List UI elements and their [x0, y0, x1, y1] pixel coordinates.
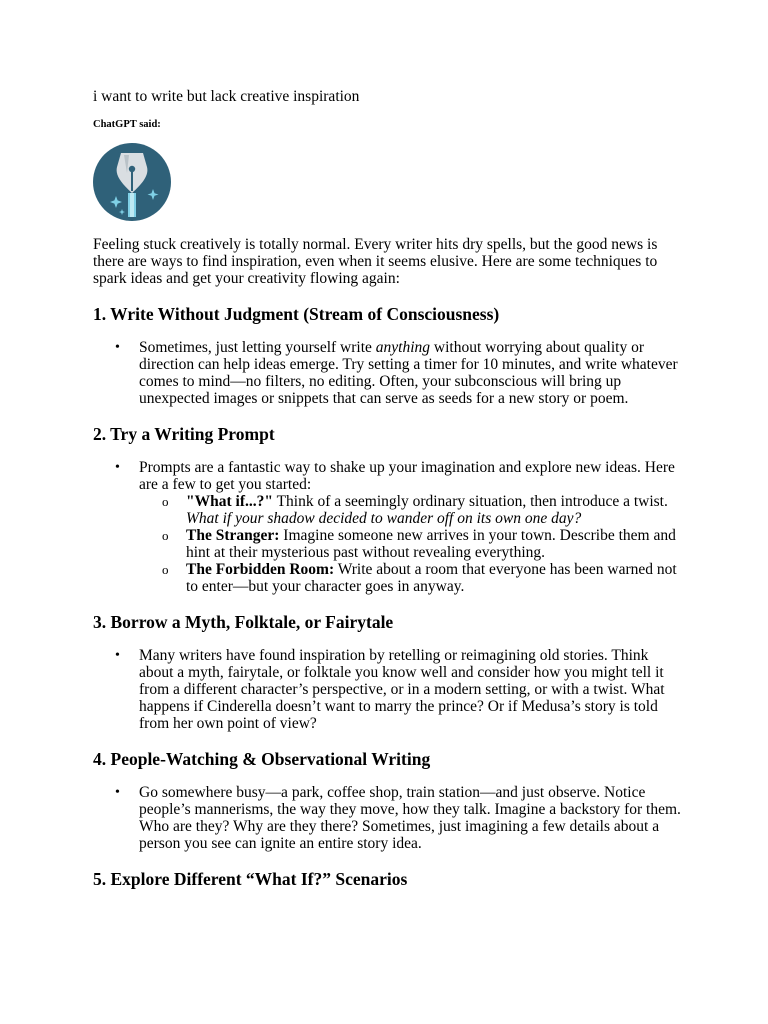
section-heading: 2. Try a Writing Prompt [93, 424, 275, 444]
emphasis: What if your shadow decided to wander off on its own one day? [186, 510, 582, 527]
prompt-title: "What if...?" [186, 493, 273, 510]
prompt-title: The Forbidden Room: [186, 561, 335, 578]
sub-list-item: o The Forbidden Room: Write about a room that everyone has been warned not to enter—but your character goes in anyway. [186, 561, 683, 595]
section-heading: 3. Borrow a Myth, Folktale, or Fairytale [93, 612, 394, 632]
user-message: i want to write but lack creative inspiration [93, 88, 360, 105]
emphasis: anything [375, 339, 431, 356]
list-item: • Prompts are a fantastic way to shake up your imagination and explore new ideas. Here are a few to get you started: o "What if...?" Think of a seemingly ordinary situation, then introduce a twist. What if your shadow decided to wander off on its own one day? o The Stranger: Imagine someone new arrives in your town. Describe them and hint at their mysterious past without revealing everything. o The Forbidden Room: Write about a room that everyone has been warned not to enter—but your character goes in anyway. [139, 459, 683, 595]
list-item: • Sometimes, just letting yourself write anything without worrying about quality or direction can help ideas emerge. Try setting a timer for 10 minutes, and write whatever comes to mind—no filters, no editing. Often, your subconscious will bring up unexpected images or snippets that can serve as seeds for a new story or poem. [139, 339, 683, 407]
sub-list-item: o "What if...?" Think of a seemingly ordinary situation, then introduce a twist. What if your shadow decided to wander off on its own one day? [186, 493, 683, 527]
bullet-list [93, 784, 683, 852]
nib-hole [129, 166, 135, 172]
bullet-list [93, 647, 683, 732]
section-heading: 4. People-Watching & Observational Writing [93, 749, 431, 769]
prompt-title: The Stranger: [186, 527, 280, 544]
list-item: • Go somewhere busy—a park, coffee shop, train station—and just observe. Notice people’s mannerisms, the way they move, how they talk. Imagine a backstory for them. Who are they? Why are they there? Sometimes, just imagining a few details about a person you see can ignite an entire story idea. [139, 784, 683, 852]
intro-paragraph: Feeling stuck creatively is totally normal. Every writer hits dry spells, but the good news is there are ways to find inspiration, even when it seems elusive. Here are some techniques to spark ideas and get your creativity flowing again: [93, 236, 658, 287]
fountain-pen-nib-icon [93, 143, 171, 221]
section-heading: 1. Write Without Judgment (Stream of Consciousness) [93, 304, 500, 324]
assistant-label: ChatGPT said: [93, 119, 161, 130]
bullet-list [93, 459, 683, 595]
bullet-list [93, 339, 683, 407]
section-heading: 5. Explore Different “What If?” Scenarios [93, 869, 408, 889]
list-item: • Many writers have found inspiration by retelling or reimagining old stories. Think about a myth, fairytale, or folktale you know well and consider how you might tell it from a different character’s perspective, or in a modern setting, or with a twist. What happens if Cinderella doesn’t want to marry the prince? Or if Medusa’s story is told from her own point of view? [139, 647, 683, 732]
document-page [93, 87, 683, 889]
sub-list [139, 493, 683, 595]
sub-list-item: o The Stranger: Imagine someone new arrives in your town. Describe them and hint at their mysterious past without revealing everything. [186, 527, 683, 561]
